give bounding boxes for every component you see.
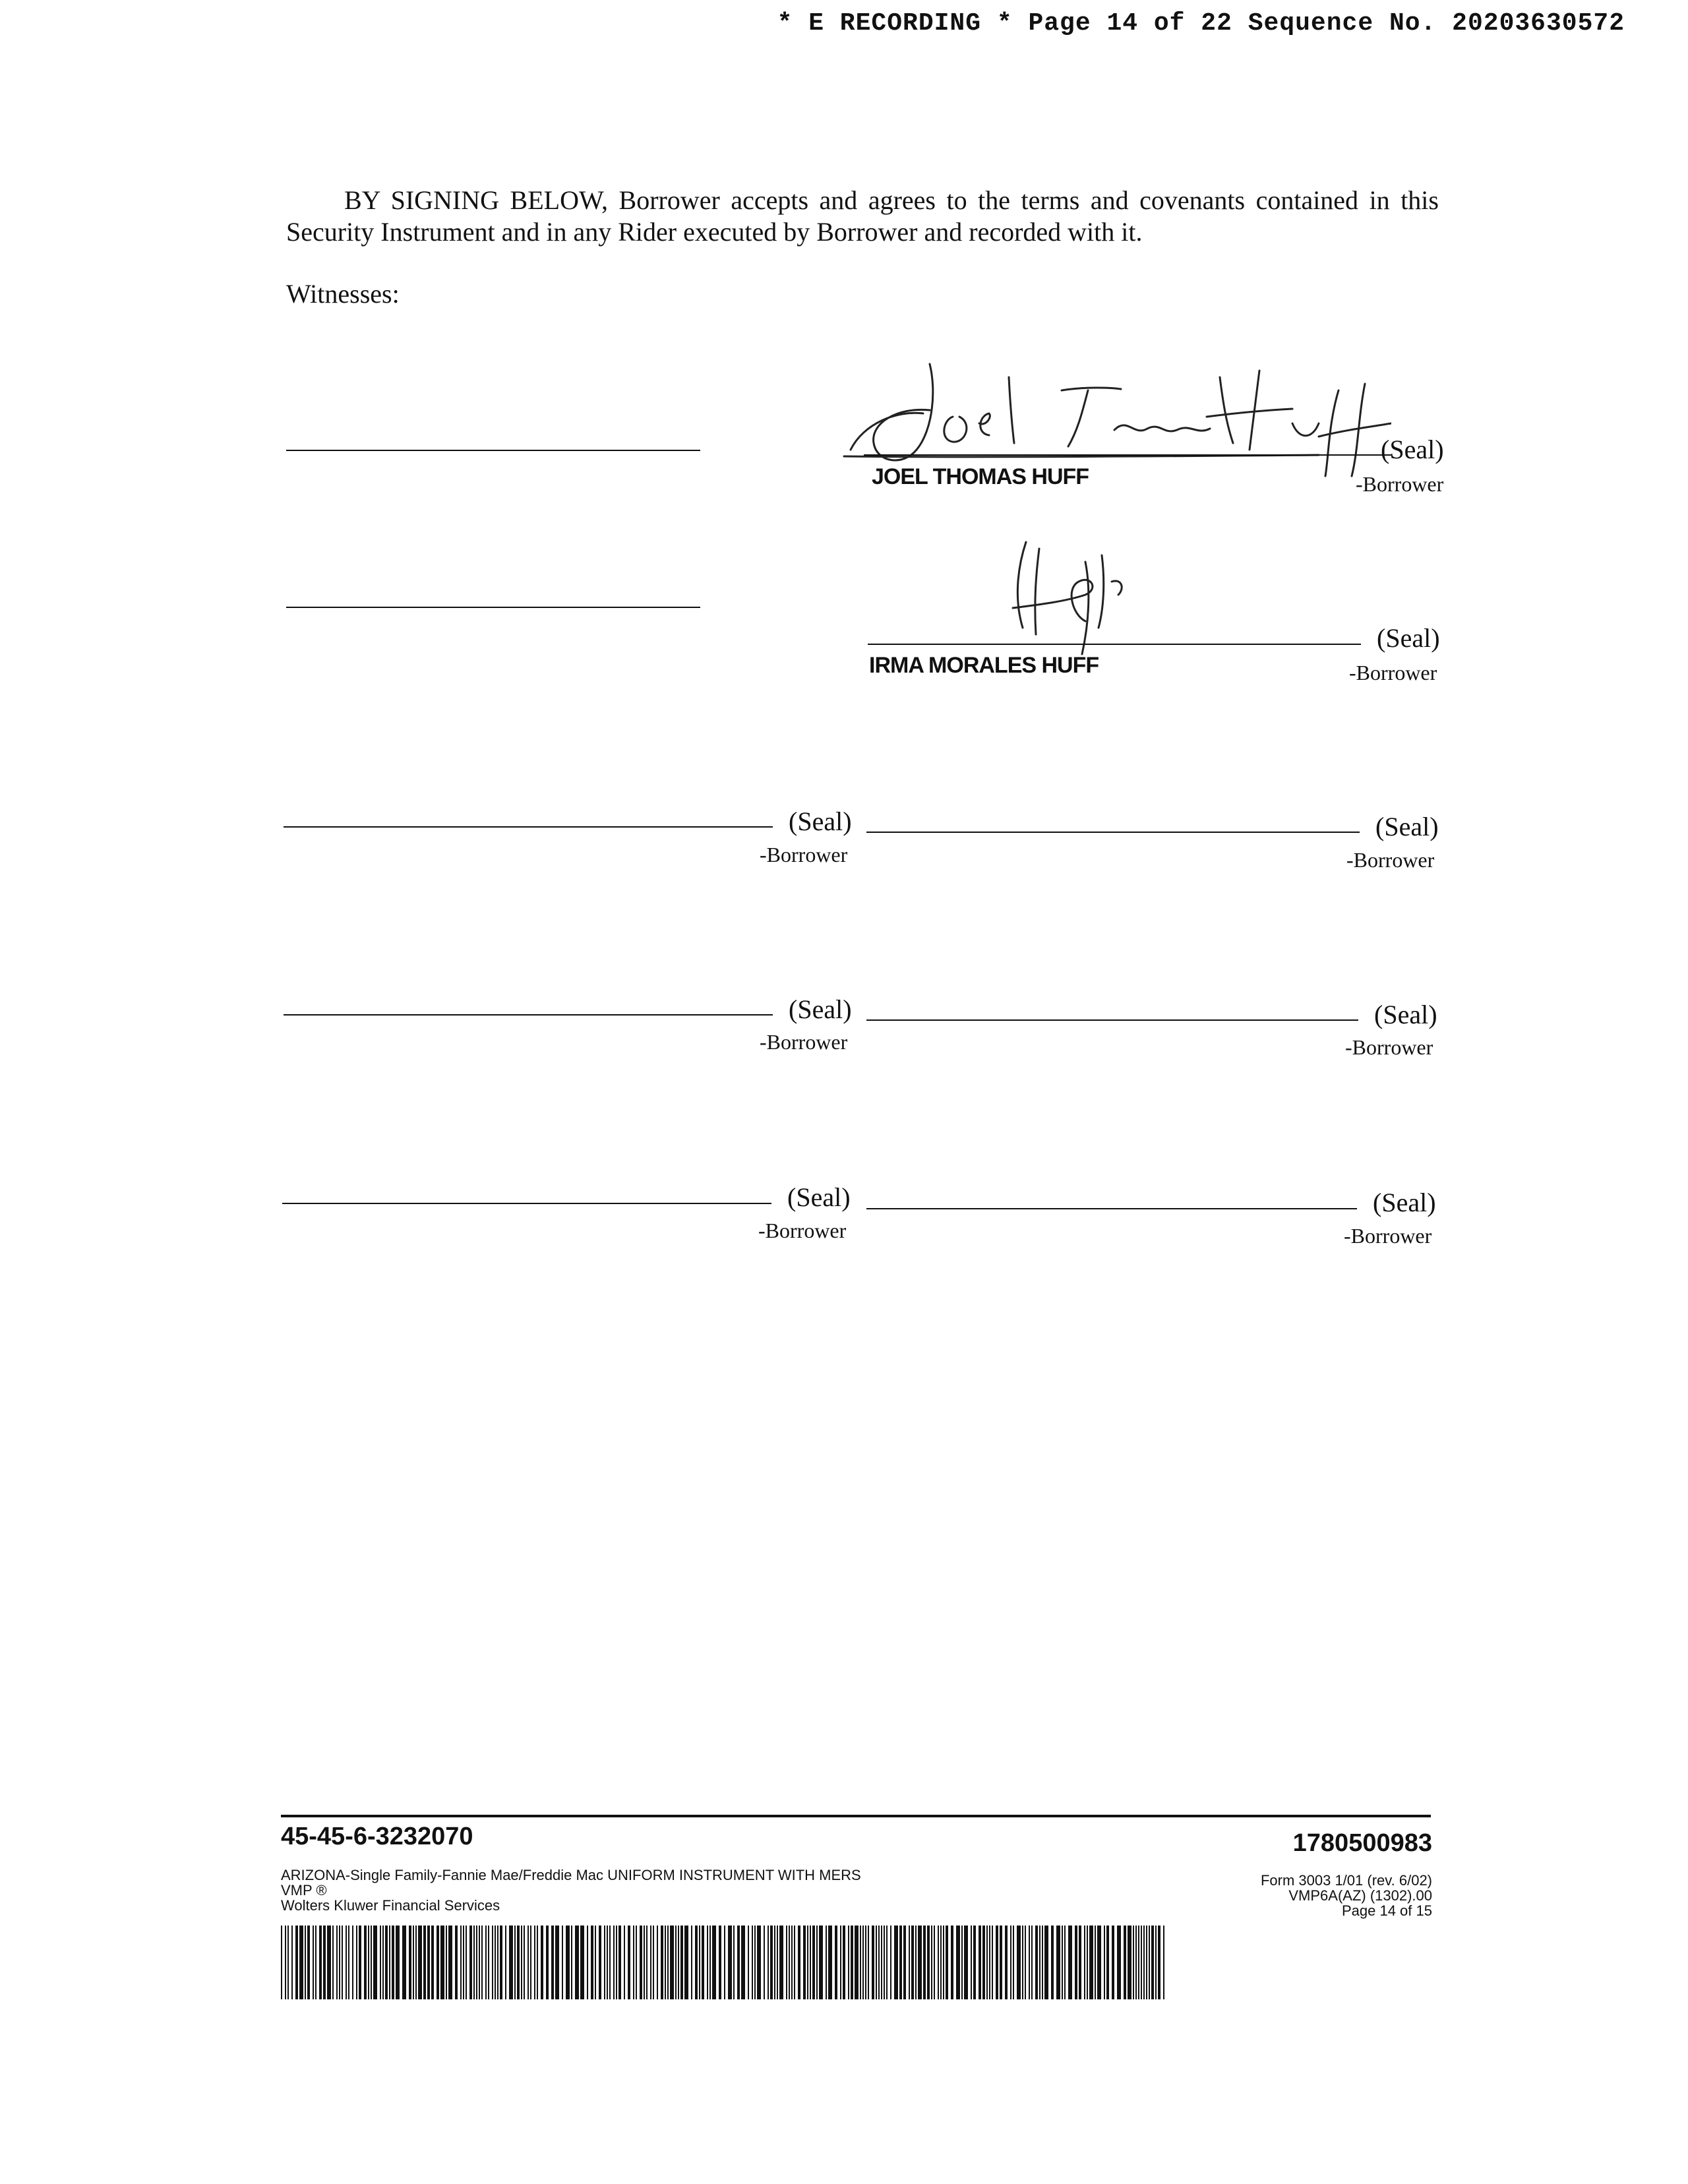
barcode-bar xyxy=(448,1926,452,1999)
barcode-bar xyxy=(737,1926,740,1999)
seal-label: (Seal) xyxy=(1374,1000,1437,1029)
barcode-bar xyxy=(287,1926,289,1999)
barcode-bar xyxy=(640,1926,642,1999)
barcode-bar xyxy=(881,1926,882,1999)
barcode-bar xyxy=(1000,1926,1002,1999)
barcode-bar xyxy=(868,1926,869,1999)
barcode-bar xyxy=(1117,1926,1121,1999)
barcode-bar xyxy=(1155,1926,1157,1999)
signature-line-blank xyxy=(284,1014,773,1016)
barcode-bar xyxy=(423,1926,426,1999)
barcode-bar xyxy=(1005,1926,1008,1999)
barcode-bar xyxy=(865,1926,866,1999)
barcode-bar xyxy=(989,1926,990,1999)
barcode-bar xyxy=(1084,1926,1085,1999)
barcode-bar xyxy=(633,1926,634,1999)
barcode xyxy=(281,1926,1170,1999)
barcode-bar xyxy=(562,1926,563,1999)
signature-line-blank xyxy=(866,832,1360,833)
barcode-bar xyxy=(946,1926,948,1999)
borrower-label: -Borrower xyxy=(758,1219,847,1242)
borrower-label: -Borrower xyxy=(1345,1035,1433,1059)
barcode-bar xyxy=(431,1926,434,1999)
barcode-bar xyxy=(440,1926,444,1999)
barcode-bar xyxy=(774,1926,775,1999)
barcode-bar xyxy=(789,1926,790,1999)
barcode-bar xyxy=(455,1926,458,1999)
barcode-bar xyxy=(571,1926,572,1999)
barcode-bar xyxy=(1143,1926,1145,1999)
barcode-bar xyxy=(628,1926,630,1999)
witness-line-2 xyxy=(286,607,700,608)
barcode-bar xyxy=(1087,1926,1088,1999)
barcode-bar xyxy=(1039,1926,1040,1999)
barcode-bar xyxy=(497,1926,498,1999)
barcode-bar xyxy=(943,1926,944,1999)
barcode-bar xyxy=(528,1926,529,1999)
barcode-bar xyxy=(855,1926,859,1999)
barcode-bar xyxy=(604,1926,605,1999)
barcode-bar xyxy=(680,1926,683,1999)
barcode-bar xyxy=(524,1926,525,1999)
barcode-bar xyxy=(1017,1926,1021,1999)
barcode-bar xyxy=(463,1926,464,1999)
barcode-bar xyxy=(872,1926,874,1999)
barcode-bar xyxy=(678,1926,679,1999)
barcode-bar xyxy=(903,1926,906,1999)
barcode-bar xyxy=(392,1926,394,1999)
signature-line-blank xyxy=(866,1019,1358,1021)
barcode-bar xyxy=(728,1926,732,1999)
barcode-bar xyxy=(843,1926,845,1999)
barcode-bar xyxy=(616,1926,617,1999)
barcode-bar xyxy=(971,1926,972,1999)
barcode-bar xyxy=(764,1926,765,1999)
barcode-bar xyxy=(1158,1926,1160,1999)
barcode-bar xyxy=(481,1926,483,1999)
barcode-bar xyxy=(332,1926,334,1999)
barcode-bar xyxy=(886,1926,888,1999)
barcode-bar xyxy=(982,1926,985,1999)
barcode-bar xyxy=(979,1926,981,1999)
barcode-bar xyxy=(835,1926,837,1999)
signature-line-2 xyxy=(868,644,1361,645)
barcode-bar xyxy=(667,1926,669,1999)
barcode-bar xyxy=(505,1926,506,1999)
barcode-bar xyxy=(1104,1926,1105,1999)
barcode-bar xyxy=(327,1926,331,1999)
barcode-bar xyxy=(364,1926,367,1999)
barcode-bar xyxy=(521,1926,522,1999)
barcode-bar xyxy=(1025,1926,1026,1999)
barcode-bar xyxy=(653,1926,654,1999)
barcode-bar xyxy=(657,1926,658,1999)
barcode-bar xyxy=(1097,1926,1101,1999)
barcode-bar xyxy=(466,1926,467,1999)
barcode-bar xyxy=(613,1926,615,1999)
barcode-bar xyxy=(537,1926,538,1999)
footer-rule xyxy=(281,1815,1431,1817)
barcode-bar xyxy=(359,1926,361,1999)
barcode-bar xyxy=(1068,1926,1072,1999)
barcode-bar xyxy=(396,1926,400,1999)
page-number: Page 14 of 15 xyxy=(1341,1902,1432,1919)
barcode-bar xyxy=(636,1926,637,1999)
barcode-bar xyxy=(1051,1926,1054,1999)
seal-label: (Seal) xyxy=(1377,623,1440,653)
barcode-bar xyxy=(541,1926,543,1999)
barcode-bar xyxy=(469,1926,472,1999)
barcode-bar xyxy=(580,1926,584,1999)
barcode-bar xyxy=(1031,1926,1033,1999)
barcode-bar xyxy=(368,1926,369,1999)
barcode-bar xyxy=(1149,1926,1150,1999)
barcode-bar xyxy=(1022,1926,1023,1999)
barcode-bar xyxy=(473,1926,475,1999)
loan-number-left: 45-45-6-3232070 xyxy=(281,1823,473,1850)
seal-label: (Seal) xyxy=(789,994,852,1024)
barcode-bar xyxy=(816,1926,818,1999)
barcode-bar xyxy=(712,1926,716,1999)
barcode-bar xyxy=(348,1926,349,1999)
barcode-bar xyxy=(1128,1926,1131,1999)
barcode-bar xyxy=(409,1926,411,1999)
barcode-bar xyxy=(876,1926,877,1999)
barcode-bar xyxy=(1056,1926,1060,1999)
barcode-bar xyxy=(996,1926,998,1999)
barcode-bar xyxy=(281,1926,282,1999)
barcode-bar xyxy=(807,1926,808,1999)
recording-header: * E RECORDING * Page 14 of 22 Sequence No. 20203630572 xyxy=(777,9,1625,38)
barcode-bar xyxy=(828,1926,832,1999)
barcode-bar xyxy=(356,1926,357,1999)
publisher: Wolters Kluwer Financial Services xyxy=(281,1897,500,1914)
barcode-bar xyxy=(646,1926,648,1999)
barcode-bar xyxy=(851,1926,853,1999)
barcode-bar xyxy=(777,1926,778,1999)
barcode-bar xyxy=(848,1926,849,1999)
borrower-label: -Borrower xyxy=(1356,472,1444,496)
barcode-bar xyxy=(415,1926,417,1999)
barcode-bar xyxy=(517,1926,520,1999)
printed-name: IRMA MORALES HUFF xyxy=(869,653,1099,678)
barcode-bar xyxy=(909,1926,910,1999)
barcode-bar xyxy=(675,1926,677,1999)
barcode-bar xyxy=(992,1926,993,1999)
barcode-bar xyxy=(595,1926,596,1999)
barcode-bar xyxy=(931,1926,932,1999)
barcode-bar xyxy=(1138,1926,1139,1999)
barcode-bar xyxy=(1112,1926,1114,1999)
barcode-bar xyxy=(702,1926,704,1999)
barcode-bar xyxy=(707,1926,708,1999)
barcode-bar xyxy=(890,1926,891,1999)
barcode-bar xyxy=(418,1926,422,1999)
barcode-bar xyxy=(495,1926,496,1999)
barcode-bar xyxy=(295,1926,298,1999)
barcode-bar xyxy=(719,1926,721,1999)
signature-irma-morales-huff xyxy=(973,535,1131,661)
barcode-bar xyxy=(812,1926,815,1999)
barcode-bar xyxy=(446,1926,447,1999)
barcode-bar xyxy=(336,1926,338,1999)
barcode-bar xyxy=(285,1926,286,1999)
barcode-bar xyxy=(927,1926,930,1999)
barcode-bar xyxy=(810,1926,811,1999)
signature-joel-thomas-huff xyxy=(837,351,1391,480)
barcode-bar xyxy=(752,1926,753,1999)
barcode-bar xyxy=(1013,1926,1014,1999)
barcode-bar xyxy=(1029,1926,1030,1999)
barcode-bar xyxy=(624,1926,625,1999)
barcode-bar xyxy=(346,1926,347,1999)
vmp-label: VMP ® xyxy=(281,1882,327,1898)
barcode-bar xyxy=(695,1926,698,1999)
barcode-bar xyxy=(1042,1926,1043,1999)
barcode-bar xyxy=(1124,1926,1126,1999)
barcode-bar xyxy=(911,1926,914,1999)
signature-line-blank xyxy=(282,1203,771,1204)
barcode-bar xyxy=(530,1926,531,1999)
seal-label: (Seal) xyxy=(1375,812,1439,841)
barcode-bar xyxy=(961,1926,963,1999)
signature-line-blank xyxy=(284,826,773,828)
barcode-bar xyxy=(786,1926,787,1999)
barcode-bar xyxy=(460,1926,462,1999)
barcode-bar xyxy=(607,1926,608,1999)
barcode-bar xyxy=(1141,1926,1142,1999)
barcode-bar xyxy=(860,1926,861,1999)
barcode-bar xyxy=(609,1926,611,1999)
barcode-bar xyxy=(951,1926,953,1999)
barcode-bar xyxy=(591,1926,593,1999)
barcode-bar xyxy=(934,1926,935,1999)
barcode-bar xyxy=(402,1926,406,1999)
barcode-bar xyxy=(437,1926,439,1999)
barcode-bar xyxy=(1146,1926,1147,1999)
barcode-bar xyxy=(1079,1926,1081,1999)
printed-name: JOEL THOMAS HUFF xyxy=(872,464,1089,489)
barcode-bar xyxy=(313,1926,314,1999)
vmp-code: VMP6A(AZ) (1302).00 xyxy=(1288,1887,1432,1904)
form-number: Form 3003 1/01 (rev. 6/02) xyxy=(1260,1872,1432,1889)
barcode-bar xyxy=(371,1926,372,1999)
barcode-bar xyxy=(319,1926,322,1999)
barcode-bar xyxy=(691,1926,692,1999)
barcode-bar xyxy=(385,1926,388,1999)
barcode-bar xyxy=(1135,1926,1137,1999)
borrower-label: -Borrower xyxy=(1344,1224,1432,1248)
barcode-bar xyxy=(546,1926,549,1999)
barcode-bar xyxy=(1035,1926,1038,1999)
seal-label: (Seal) xyxy=(1381,435,1444,464)
borrower-label: -Borrower xyxy=(1349,661,1437,684)
barcode-bar xyxy=(1106,1926,1109,1999)
borrower-label: -Borrower xyxy=(760,1030,848,1054)
barcode-bar xyxy=(1010,1926,1011,1999)
barcode-bar xyxy=(315,1926,316,1999)
barcode-bar xyxy=(757,1926,761,1999)
barcode-bar xyxy=(492,1926,493,1999)
barcode-bar xyxy=(779,1926,783,1999)
barcode-bar xyxy=(768,1926,769,1999)
barcode-bar xyxy=(878,1926,880,1999)
barcode-bar xyxy=(1064,1926,1066,1999)
barcode-bar xyxy=(791,1926,793,1999)
barcode-bar xyxy=(618,1926,621,1999)
barcode-bar xyxy=(413,1926,414,1999)
barcode-bar xyxy=(724,1926,725,1999)
barcode-bar xyxy=(323,1926,326,1999)
borrower-label: -Borrower xyxy=(760,843,848,866)
barcode-bar xyxy=(754,1926,756,1999)
barcode-bar xyxy=(555,1926,559,1999)
seal-label: (Seal) xyxy=(787,1182,851,1212)
barcode-bar xyxy=(299,1926,303,1999)
barcode-bar xyxy=(665,1926,666,1999)
barcode-bar xyxy=(479,1926,480,1999)
loan-number-right: 1780500983 xyxy=(1292,1829,1432,1857)
seal-label: (Seal) xyxy=(1373,1188,1436,1217)
barcode-bar xyxy=(534,1926,535,1999)
barcode-bar xyxy=(1089,1926,1093,1999)
seal-label: (Seal) xyxy=(789,806,852,836)
barcode-bar xyxy=(291,1926,293,1999)
barcode-bar xyxy=(389,1926,390,1999)
barcode-bar xyxy=(840,1926,841,1999)
barcode-bar xyxy=(551,1926,554,1999)
barcode-bar xyxy=(670,1926,674,1999)
barcode-bar xyxy=(1075,1926,1077,1999)
barcode-bar xyxy=(938,1926,939,1999)
barcode-bar xyxy=(500,1926,502,1999)
barcode-bar xyxy=(485,1926,487,1999)
borrower-label: -Borrower xyxy=(1346,848,1435,872)
barcode-bar xyxy=(915,1926,917,1999)
barcode-bar xyxy=(733,1926,735,1999)
barcode-bar xyxy=(305,1926,306,1999)
barcode-bar xyxy=(794,1926,795,1999)
barcode-bar xyxy=(986,1926,988,1999)
barcode-bar xyxy=(650,1926,651,1999)
barcode-bar xyxy=(587,1926,588,1999)
barcode-bar xyxy=(826,1926,827,1999)
barcode-bar xyxy=(1133,1926,1134,1999)
barcode-bar xyxy=(476,1926,477,1999)
barcode-bar xyxy=(380,1926,381,1999)
barcode-bar xyxy=(819,1926,823,1999)
barcode-bar xyxy=(509,1926,513,1999)
barcode-bar xyxy=(956,1926,960,1999)
barcode-bar xyxy=(644,1926,645,1999)
barcode-bar xyxy=(1095,1926,1096,1999)
barcode-bar xyxy=(373,1926,377,1999)
barcode-bar xyxy=(894,1926,898,1999)
witnesses-label: Witnesses: xyxy=(286,279,400,309)
witness-line-1 xyxy=(286,450,700,451)
form-info-left xyxy=(281,1867,861,1913)
barcode-bar xyxy=(599,1926,601,1999)
barcode-bar xyxy=(661,1926,663,1999)
barcode-bar xyxy=(566,1926,570,1999)
barcode-bar xyxy=(1163,1926,1164,1999)
signature-line-1 xyxy=(864,454,1391,456)
barcode-bar xyxy=(1151,1926,1154,1999)
barcode-bar xyxy=(575,1926,579,1999)
barcode-bar xyxy=(488,1926,489,1999)
barcode-bar xyxy=(307,1926,310,1999)
barcode-bar xyxy=(748,1926,749,1999)
barcode-bar xyxy=(427,1926,430,1999)
barcode-bar xyxy=(770,1926,773,1999)
form-title: ARIZONA-Single Family-Fannie Mae/Freddie Mac UNIFORM INSTRUMENT WITH MERS xyxy=(281,1867,861,1883)
signing-statement: BY SIGNING BELOW, Borrower accepts and agrees to the terms and covenants contained in this Security Instrument and in any Rider executed by Borrower and recorded with it. xyxy=(286,185,1439,247)
barcode-bar xyxy=(964,1926,968,1999)
barcode-bar xyxy=(798,1926,800,1999)
barcode-bar xyxy=(352,1926,353,1999)
barcode-bar xyxy=(918,1926,922,1999)
barcode-bar xyxy=(709,1926,711,1999)
signature-line-blank xyxy=(866,1208,1357,1209)
barcode-bar xyxy=(382,1926,384,1999)
barcode-bar xyxy=(699,1926,700,1999)
barcode-bar xyxy=(923,1926,926,1999)
barcode-bar xyxy=(741,1926,745,1999)
barcode-bar xyxy=(803,1926,806,1999)
barcode-bar xyxy=(514,1926,516,1999)
barcode-bar xyxy=(862,1926,864,1999)
barcode-bar xyxy=(339,1926,340,1999)
barcode-bar xyxy=(1044,1926,1048,1999)
barcode-bar xyxy=(940,1926,942,1999)
form-info-right xyxy=(1261,1873,1432,1918)
barcode-bar xyxy=(1062,1926,1063,1999)
barcode-bar xyxy=(684,1926,688,1999)
barcode-bar xyxy=(899,1926,902,1999)
barcode-bar xyxy=(884,1926,885,1999)
barcode-bar xyxy=(973,1926,976,1999)
barcode-bar xyxy=(342,1926,343,1999)
